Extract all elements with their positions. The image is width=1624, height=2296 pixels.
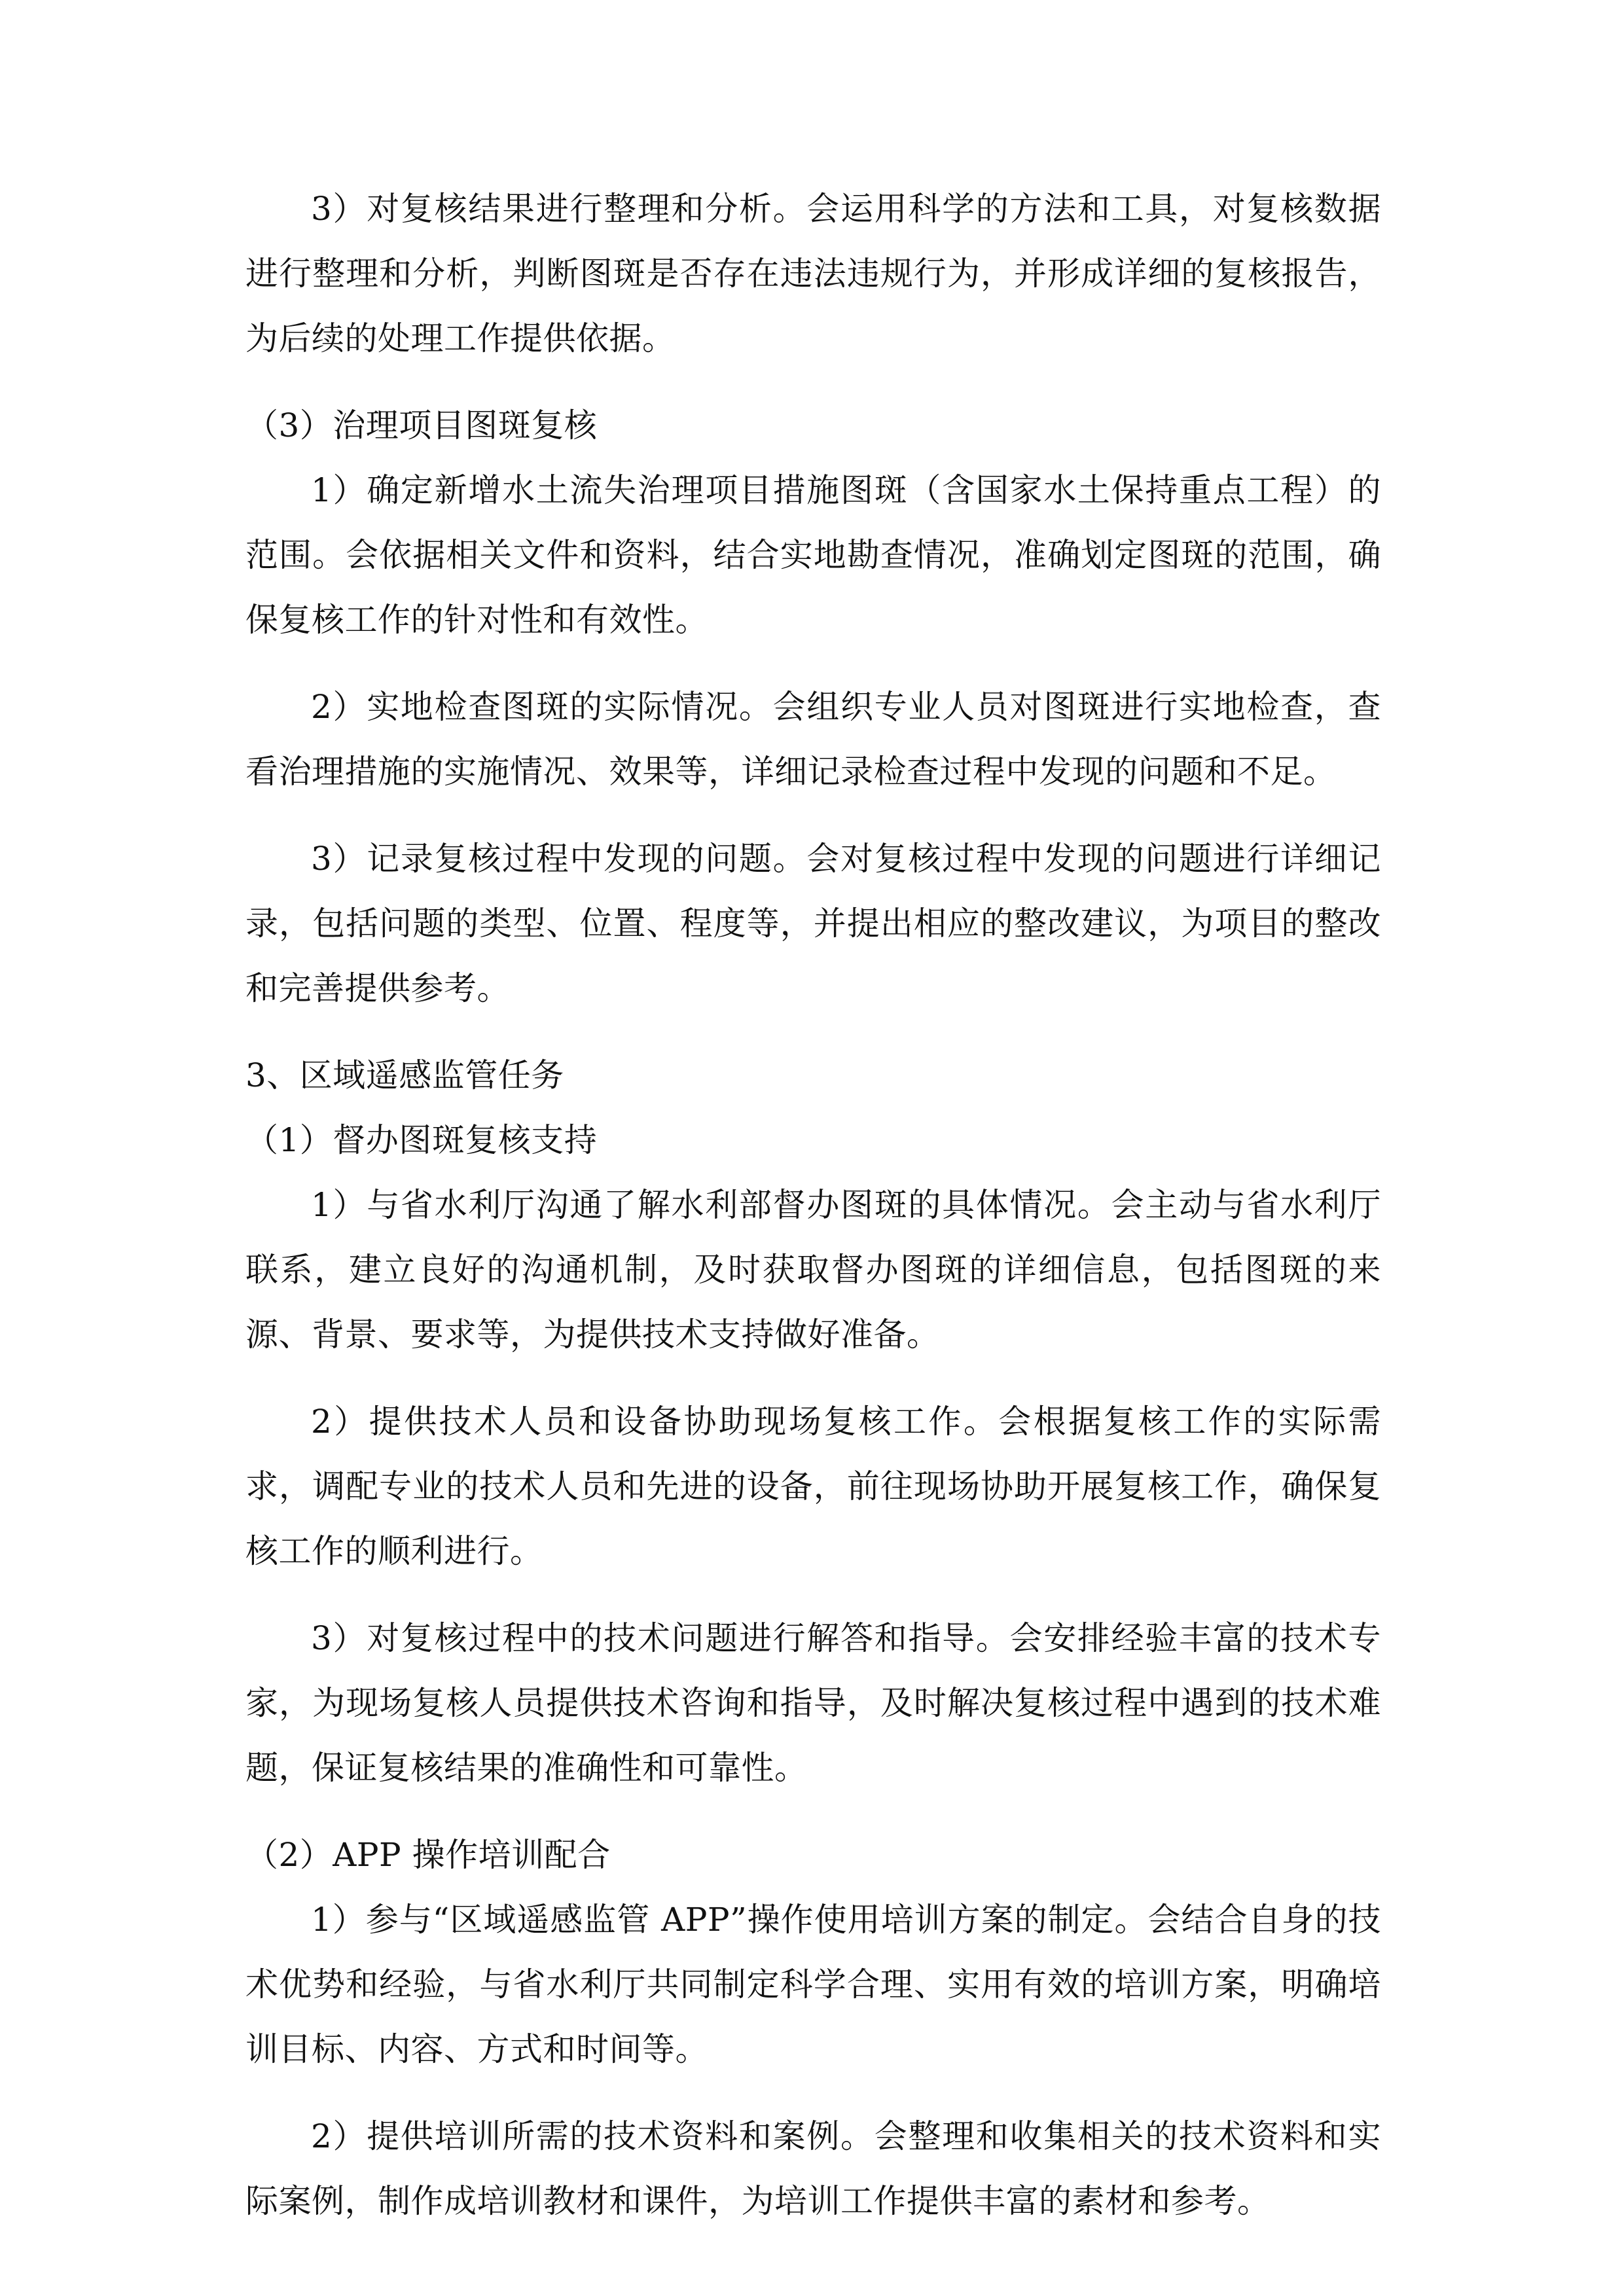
section-heading: 3、区域遥感监管任务: [245, 1056, 564, 1094]
section-heading: （1）督办图斑复核支持: [245, 1121, 598, 1159]
paragraph: 1）参与“区域遥感监管 APP”操作使用培训方案的制定。会结合自身的技术优势和经验，与省水利厅共同制定科学合理、实用有效的培训方案，明确培训目标、内容、方式和时间等。: [245, 1901, 1381, 2068]
section-heading: （2）APP 操作培训配合: [245, 1836, 611, 1874]
document-body: [245, 177, 1381, 2256]
paragraph: 1）确定新增水土流失治理项目措施图斑（含国家水土保持重点工程）的范围。会依据相关文件和资料，结合实地勘查情况，准确划定图斑的范围，确保复核工作的针对性和有效性。: [245, 471, 1381, 639]
paragraph: 3）对复核过程中的技术问题进行解答和指导。会安排经验丰富的技术专家，为现场复核人员提供技术咨询和指导，及时解决复核过程中遇到的技术难题，保证复核结果的准确性和可靠性。: [245, 1619, 1381, 1787]
paragraph: 2）提供培训所需的技术资料和案例。会整理和收集相关的技术资料和实际案例，制作成培训教材和课件，为培训工作提供丰富的素材和参考。: [245, 2117, 1381, 2220]
section-heading: （3）治理项目图斑复核: [245, 406, 598, 444]
paragraph: 1）与省水利厅沟通了解水利部督办图斑的具体情况。会主动与省水利厅联系，建立良好的沟通机制，及时获取督办图斑的详细信息，包括图斑的来源、背景、要求等，为提供技术支持做好准备。: [245, 1186, 1381, 1354]
paragraph: 3）记录复核过程中发现的问题。会对复核过程中发现的问题进行详细记录，包括问题的类型、位置、程度等，并提出相应的整改建议，为项目的整改和完善提供参考。: [245, 840, 1381, 1007]
paragraph: 2）实地检查图斑的实际情况。会组织专业人员对图斑进行实地检查，查看治理措施的实施情况、效果等，详细记录检查过程中发现的问题和不足。: [245, 688, 1381, 791]
paragraph: 3）对复核结果进行整理和分析。会运用科学的方法和工具，对复核数据进行整理和分析，判断图斑是否存在违法违规行为，并形成详细的复核报告，为后续的处理工作提供依据。: [245, 190, 1381, 357]
paragraph: 2）提供技术人员和设备协助现场复核工作。会根据复核工作的实际需求，调配专业的技术人员和先进的设备，前往现场协助开展复核工作，确保复核工作的顺利进行。: [245, 1403, 1381, 1570]
